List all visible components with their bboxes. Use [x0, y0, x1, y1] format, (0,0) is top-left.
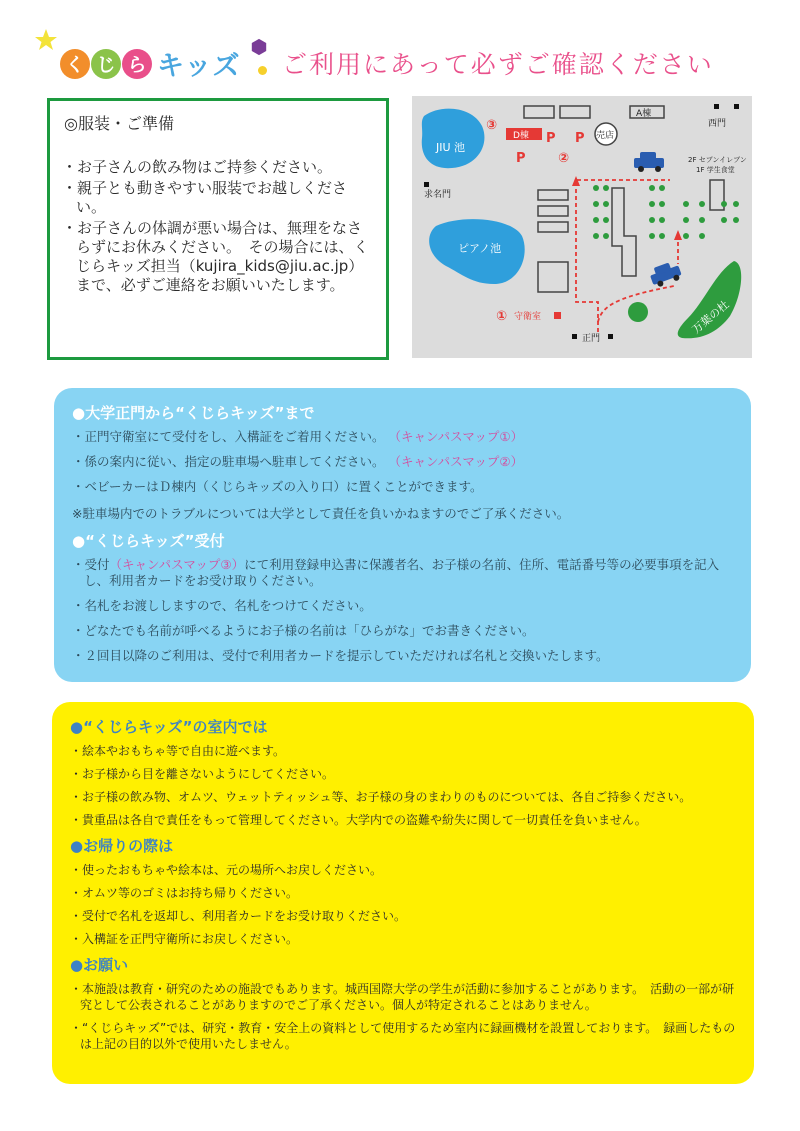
logo-char-ji: じ	[91, 49, 121, 79]
info-row	[72, 429, 733, 445]
gate-marker	[572, 334, 577, 339]
student-cafeteria-label: 1F 学生食堂	[696, 166, 735, 174]
rule-row: ・貴重品は各自で責任をもって管理してください。大学内での盗難や紛失に関して一切責任を負いません。	[70, 813, 647, 827]
green-dot	[649, 233, 655, 239]
green-dot	[603, 185, 609, 191]
a-building-label: A棟	[636, 109, 652, 119]
green-dot	[649, 217, 655, 223]
info-row	[72, 479, 733, 495]
gate-marker	[734, 104, 739, 109]
green-dot	[659, 217, 665, 223]
map-reference: （キャンパスマップ①）	[388, 429, 524, 444]
info-row: ・２回目以降のご利用は、受付で利用者カードを提示していただければ名札と交換いたします。	[72, 648, 609, 663]
green-dot	[659, 201, 665, 207]
green-dot	[593, 217, 599, 223]
jiu-pond-label: JIU 池	[436, 141, 466, 154]
info-text: ・係の案内に従い、指定の駐車場へ駐車してください。	[72, 454, 385, 469]
recruit-gate-label: 求名門	[424, 190, 452, 200]
green-dot	[699, 233, 705, 239]
page-title: ご利用にあって必ずご確認ください	[282, 50, 714, 79]
tree-circle	[628, 302, 648, 322]
parking-label: P	[546, 131, 556, 146]
info-row: ・名札をお渡ししますので、名札をつけてください。	[72, 598, 372, 613]
section-title: ●お帰りの際は	[70, 837, 174, 855]
parking-label: P	[516, 151, 526, 166]
section-title: ●お願い	[70, 956, 129, 974]
hexagon-icon	[250, 38, 268, 56]
rule-row: ・本施設は教育・研究のための施設でもあります。城西国際大学の学生が活動に参加することがあります。 活動の一部が研究として公表されることがありますのでご了承ください。個人が特定されることはありません。	[70, 982, 735, 1012]
attire-list	[62, 158, 374, 295]
section-title: ●“くじらキッズ”の室内では	[70, 718, 268, 736]
attire-item: ・お子さんの体調が悪い場合は、無理をなさらずにお休みください。 その場合には、くじらキッズ担当（kujira_kids@jiu.ac.jp）まで、必ずご連絡をお願いいたします。	[62, 219, 369, 294]
green-dot	[683, 217, 689, 223]
header	[0, 0, 800, 100]
west-gate-label: 西門	[708, 119, 727, 129]
yellow-dot-icon	[258, 66, 267, 75]
seven-eleven-label: 2F セブンイレブン	[688, 156, 747, 164]
green-dot	[593, 233, 599, 239]
green-dot	[603, 217, 609, 223]
rule-row: ・入構証を正門守衛所にお戻しください。	[70, 932, 299, 946]
rule-row: ・お子様の飲み物、オムツ、ウェットティッシュ等、お子様の身のまわりのものについては、各自ご持参ください。	[70, 790, 692, 804]
attire-box	[47, 98, 389, 360]
map-reference: （キャンパスマップ②）	[388, 454, 524, 469]
rules-box	[52, 702, 754, 1084]
section-title: ●“くじらキッズ”受付	[72, 532, 225, 550]
rule-row: ・受付で名札を返却し、利用者カードをお受け取りください。	[70, 909, 407, 923]
manyo-forest-label: 万葉の杜	[689, 298, 732, 337]
info-text: ・ベビーカーはＤ棟内（くじらキッズの入り口）に置くことができます。	[72, 479, 483, 494]
gate-marker	[424, 182, 429, 187]
gate-marker	[608, 334, 613, 339]
green-dot	[659, 185, 665, 191]
map-number-2: ②	[558, 151, 570, 166]
logo-text: キッズ	[157, 51, 241, 82]
section-title: ●大学正門から“くじらキッズ”まで	[72, 404, 315, 422]
map-number-1: ①	[496, 309, 508, 324]
green-dot	[733, 217, 739, 223]
attire-heading: ◎服装・ご準備	[64, 114, 174, 133]
rule-row: ・“くじらキッズ”では、研究・教育・安全上の資料として使用するため室内に録画機材を設置しております。 録画したものは上記の目的以外で使用いたしません。	[70, 1021, 736, 1051]
rule-row: ・お子様から目を離さないようにしてください。	[70, 767, 335, 781]
rule-row: ・オムツ等のゴミはお持ち帰りください。	[70, 886, 299, 900]
d-building-label: D棟	[513, 131, 529, 141]
info-text: にて利用登録申込書に保護者名、お子様の名前、住所、電話番号等の必要事項を記入し、利用者カードをお受け取りください。	[84, 557, 720, 588]
attire-item: ・親子とも動きやすい服装でお越しください。	[62, 179, 348, 216]
green-dot	[721, 201, 727, 207]
green-dot	[593, 201, 599, 207]
info-row: ・どなたでも名前が呼べるようにお子様の名前は「ひらがな」でお書きください。	[72, 623, 535, 638]
green-dot	[733, 201, 739, 207]
info-text: ・受付	[72, 557, 110, 572]
green-dot	[593, 185, 599, 191]
gate-marker	[714, 104, 719, 109]
kujira-kids-logo	[60, 44, 240, 83]
green-dot	[603, 201, 609, 207]
green-dot	[649, 185, 655, 191]
access-info-box	[54, 388, 751, 682]
main-gate-label: 正門	[582, 334, 601, 344]
rule-row: ・使ったおもちゃや絵本は、元の場所へお戻しください。	[70, 863, 383, 877]
piano-pond-label: ピアノ池	[458, 242, 502, 255]
map-reference: （キャンパスマップ③）	[109, 557, 245, 572]
logo-char-ra: ら	[122, 49, 152, 79]
logo-char-ku: く	[60, 49, 90, 79]
map-number-3: ③	[486, 118, 498, 133]
green-dot	[699, 217, 705, 223]
rule-row: ・絵本やおもちゃ等で自由に遊べます。	[70, 744, 286, 758]
attire-item: ・お子さんの飲み物はご持参ください。	[62, 158, 333, 176]
info-row	[72, 454, 733, 470]
green-dot	[721, 217, 727, 223]
star-icon	[34, 28, 58, 52]
shop-label: 売店	[596, 131, 615, 141]
parking-note: ※駐車場内でのトラブルについては大学として責任を負いかねますのでご了承ください。	[72, 506, 570, 521]
green-dot	[683, 201, 689, 207]
green-dot	[603, 233, 609, 239]
green-dot	[683, 233, 689, 239]
info-row	[72, 557, 733, 589]
green-dot	[649, 201, 655, 207]
green-dot	[659, 233, 665, 239]
guard-room-label: 守衛室	[514, 312, 542, 322]
green-dot	[699, 201, 705, 207]
info-text: ・正門守衛室にて受付をし、入構証をご着用ください。	[72, 429, 385, 444]
campus-map	[412, 96, 752, 358]
guard-room-marker	[554, 312, 561, 319]
parking-label: P	[575, 131, 585, 146]
